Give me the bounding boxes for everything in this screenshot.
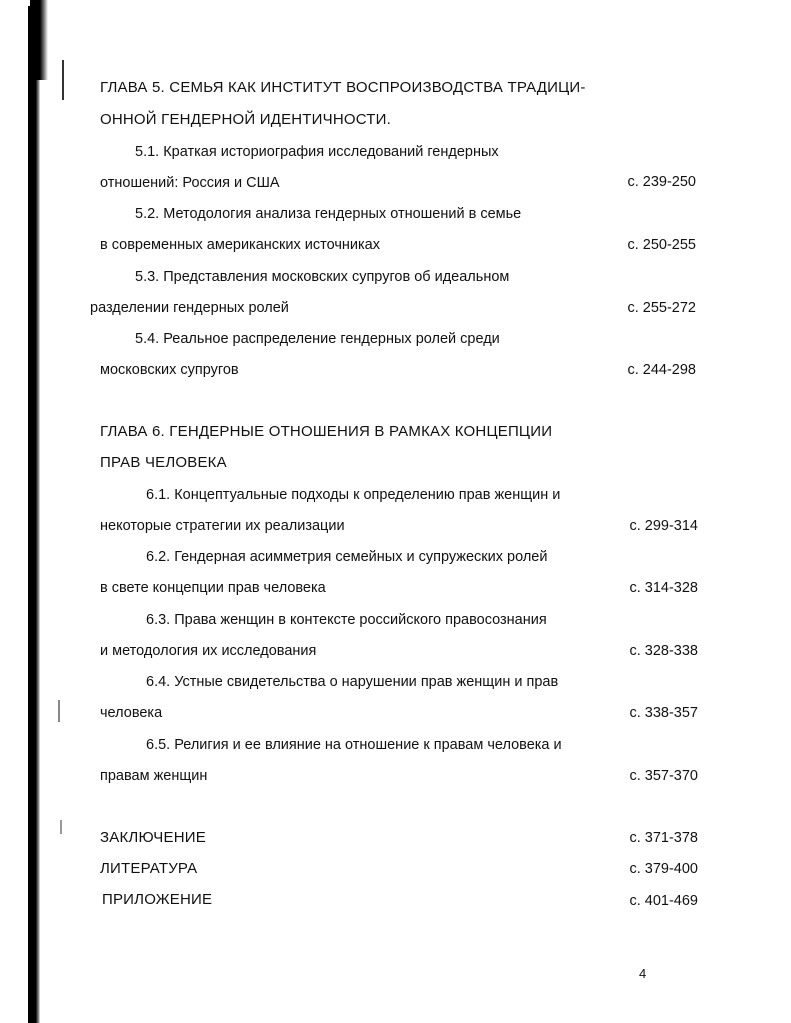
appendix-pages: с. 401-469 xyxy=(629,893,698,909)
section-5-4-pages: с. 244-298 xyxy=(627,362,696,378)
section-6-4-pages: с. 338-357 xyxy=(629,705,698,721)
conclusion-pages: с. 371-378 xyxy=(629,830,698,846)
section-6-1-pages: с. 299-314 xyxy=(629,518,698,534)
section-5-2-title-cont: в современных американских источниках xyxy=(100,237,380,253)
section-6-2-pages: с. 314-328 xyxy=(629,580,698,596)
section-6-3-title: 6.3. Права женщин в контексте российского правосознания xyxy=(146,612,547,628)
section-5-3-pages: с. 255-272 xyxy=(627,300,696,316)
chapter-5-heading-line1: ГЛАВА 5. СЕМЬЯ КАК ИНСТИТУТ ВОСПРОИЗВОДСТВА ТРАДИЦИ- xyxy=(100,79,586,96)
section-6-5-pages: с. 357-370 xyxy=(629,768,698,784)
page-number: 4 xyxy=(639,966,647,981)
appendix-title: ПРИЛОЖЕНИЕ xyxy=(102,891,213,908)
section-6-1-title-cont: некоторые стратегии их реализации xyxy=(100,518,345,534)
scan-speck xyxy=(60,820,62,834)
scan-speck xyxy=(62,60,64,100)
section-6-5-title: 6.5. Религия и ее влияние на отношение к правам человека и xyxy=(146,737,562,753)
chapter-6-heading-line2: ПРАВ ЧЕЛОВЕКА xyxy=(100,454,227,471)
section-5-1-title: 5.1. Краткая историография исследований гендерных xyxy=(135,144,499,160)
section-5-4-title: 5.4. Реальное распределение гендерных ролей среди xyxy=(135,331,500,347)
section-5-1-title-cont: отношений: Россия и США xyxy=(100,175,280,191)
section-6-5-title-cont: правам женщин xyxy=(100,768,208,784)
chapter-6-heading-line1: ГЛАВА 6. ГЕНДЕРНЫЕ ОТНОШЕНИЯ В РАМКАХ КОНЦЕПЦИИ xyxy=(100,423,553,440)
section-6-4-title-cont: человека xyxy=(100,705,163,721)
section-5-1-pages: с. 239-250 xyxy=(627,174,696,190)
section-5-2-pages: с. 250-255 xyxy=(627,237,696,253)
scan-speck xyxy=(58,700,60,722)
section-5-3-title: 5.3. Представления московских супругов об идеальном xyxy=(135,269,510,285)
section-6-3-pages: с. 328-338 xyxy=(629,643,698,659)
literature-title: ЛИТЕРАТУРА xyxy=(100,860,198,877)
section-6-1-title: 6.1. Концептуальные подходы к определению прав женщин и xyxy=(146,487,561,503)
conclusion-title: ЗАКЛЮЧЕНИЕ xyxy=(100,829,206,846)
section-5-4-title-cont: московских супругов xyxy=(100,362,239,378)
literature-pages: с. 379-400 xyxy=(629,861,698,877)
scan-edge-shadow xyxy=(28,6,40,1023)
chapter-5-heading-line2: ОННОЙ ГЕНДЕРНОЙ ИДЕНТИЧНОСТИ. xyxy=(100,111,391,128)
section-6-3-title-cont: и методология их исследования xyxy=(100,643,317,659)
section-6-2-title-cont: в свете концепции прав человека xyxy=(100,580,326,596)
section-6-2-title: 6.2. Гендерная асимметрия семейных и супружеских ролей xyxy=(146,549,548,565)
scan-edge-top-shadow xyxy=(30,0,48,80)
section-5-2-title: 5.2. Методология анализа гендерных отношений в семье xyxy=(135,206,522,222)
section-6-4-title: 6.4. Устные свидетельства о нарушении прав женщин и прав xyxy=(146,674,559,690)
section-5-3-title-cont: разделении гендерных ролей xyxy=(90,300,289,316)
